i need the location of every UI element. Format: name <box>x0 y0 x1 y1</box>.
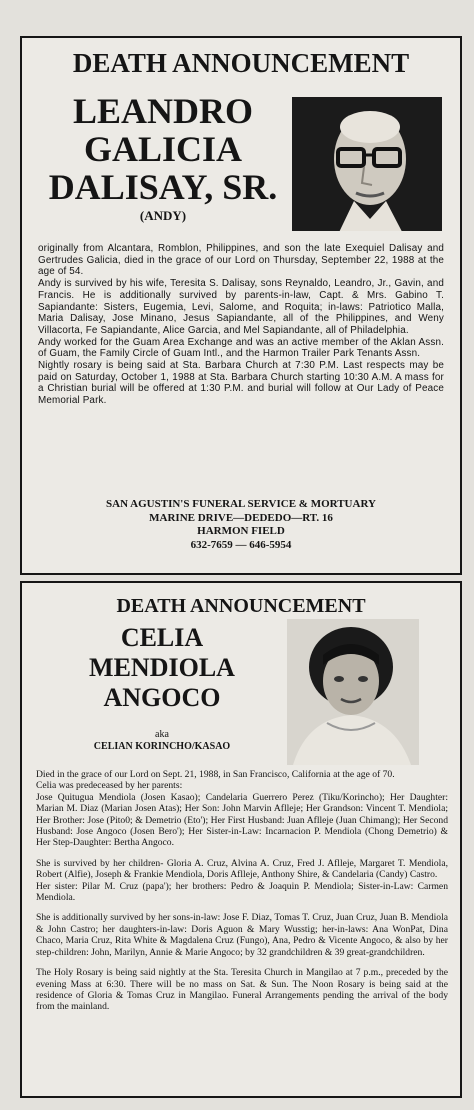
obituary-line: Jose Quitugua Mendiola (Josen Kasao); Candelaria Guerrero Perez (Tiku/Korincho); Her Daughter: Marian M. Diaz (Marian Josen Atas); Her Son: John Marvin Aflleje; Her Grandson: Vincent T. Mendiola; Her Brother: Jose (Pito0; & Demetrio (Eto'); Her First Husband: Juan Aflleje (Juan Chimang); Her Second Husband: Jose Angoco (Josen Bero'); Her Sister-in-Law: Incarnacion P. Mendiola (Chong Demetrio) & Her Step-Daughter: Bertha Angoco. <box>36 791 448 849</box>
obituary-line: Celia was predeceased by her parents: <box>36 780 183 792</box>
obituary-paragraph: She is additionally survived by her sons-in-law: Jose F. Diaz, Tomas T. Cruz, Juan Cruz, Juan B. Mendiola & John Castro; her daughters-in-law: Doris Aguon & Mary Wusstig; her-in-laws: Ana WonPat, Dina Chaco, Maria Cruz, Rita White & Magdalena Cruz (Fungo), Ana, Pedro & Vicente Angoco, & also by her step-children: John, Marilyn, Annie & Marie Angoco; by 32 grandchildren & 39 great-grandchildren. <box>36 912 448 958</box>
obituary-line: Died in the grace of our Lord on Sept. 21, 1988, in San Francisco, California at the age of 70. <box>36 769 395 780</box>
obituary-paragraph: originally from Alcantara, Romblon, Philippines, and son the late Exequiel Dalisay and Gertrudes Galicia, died in the grace of our Lord on Thursday, September 22, 1988 at the age of 54. <box>38 243 444 278</box>
obituary-line: Her sister: Pilar M. Cruz (papa'); her brothers: Pedro & Joaquin P. Mendiola; Sister-in-Law: Carmen Mendiola. <box>36 880 448 904</box>
deceased-nickname: (ANDY) <box>139 208 187 223</box>
funeral-home-address: MARINE DRIVE—DEDEDO—RT. 16 <box>149 511 333 524</box>
deceased-alias: CELIAN KORINCHO/KASAO <box>93 741 231 752</box>
announcement-header: DEATH ANNOUNCEMENT <box>116 595 366 617</box>
obituary-body <box>36 769 448 1022</box>
deceased-name-line-3: ANGOCO <box>103 683 221 712</box>
deceased-name-line-3: DALISAY, SR. <box>48 167 278 207</box>
obituary-paragraph: Nightly rosary is being said at Sta. Barbara Church at 7:30 P.M. Last respects may be paid on Saturday, October 1, 1988 at Sta. Barbara Church starting 10:30 A.M. A mass for a Christian burial will be offered at 1:30 P.M. and burial will follow at Our Lady of Peace Memorial Park. <box>38 360 444 407</box>
obituary-paragraph <box>36 858 448 904</box>
death-announcement-dalisay <box>20 36 462 575</box>
obituary-paragraph <box>36 769 448 849</box>
obituary-line: She is survived by her children- Gloria A. Cruz, Alvina A. Cruz, Fred J. Aflleje, Margaret T. Mendiola, Robert (Alfie), Joseph & Frankie Mendiola, Doris Aflleje, Anthony Shire, & Candelaria (Candy) Castro. <box>36 857 448 881</box>
funeral-home-phone: 632-7659 — 646-5954 <box>190 538 292 551</box>
obituary-paragraph: Andy worked for the Guam Area Exchange and was an active member of the Aklan Assn. of Guam, the Family Circle of Guam Intl., and the Harmon Trailer Park Tenants Assn. <box>38 336 444 360</box>
deceased-name-line-1: CELIA <box>120 623 204 652</box>
funeral-home-location: HARMON FIELD <box>197 525 285 537</box>
portrait-photo-woman <box>287 619 419 765</box>
portrait-photo-man <box>292 97 442 231</box>
announcement-header: DEATH ANNOUNCEMENT <box>72 48 410 78</box>
aka-label: aka <box>155 729 169 740</box>
deceased-name-line-2: GALICIA <box>83 129 243 169</box>
obituary-body <box>38 243 444 407</box>
death-announcement-angoco <box>20 581 462 1098</box>
obituary-paragraph: The Holy Rosary is being said nightly at the Sta. Teresita Church in Mangilao at 7 p.m., preceded by the evening Mass at 6:30. There will be no mass on Sat. & Sun. The Noon Rosary is being said at the residence of Gloria & Tomas Cruz in Mangilao. Funeral Arrangements pending the arrival of the body from the mainland. <box>36 967 448 1013</box>
obituary-paragraph: Andy is survived by his wife, Teresita S. Dalisay, sons Reynaldo, Leandro, Jr., Gavin, and Francis. He is additionally survived by parents-in-law, Capt. & Mrs. Gabino T. Sapiandante: Sisters, Eugemia, Levi, Salome, and Roquita; in-laws: Patriotico Malla, Maria Dalisay, Jose Minano, Jesus Sapiandante, all of the Philippines, and Weny Villacorta, Fe Sapiandante, Alice Garcia, and Mel Sapiandante, all of Philadelphia. <box>38 278 444 336</box>
deceased-name-line-1: LEANDRO <box>72 91 254 131</box>
funeral-home-info <box>22 498 460 552</box>
funeral-home-name: SAN AGUSTIN'S FUNERAL SERVICE & MORTUARY <box>106 498 376 510</box>
deceased-name-line-2: MENDIOLA <box>89 653 235 682</box>
